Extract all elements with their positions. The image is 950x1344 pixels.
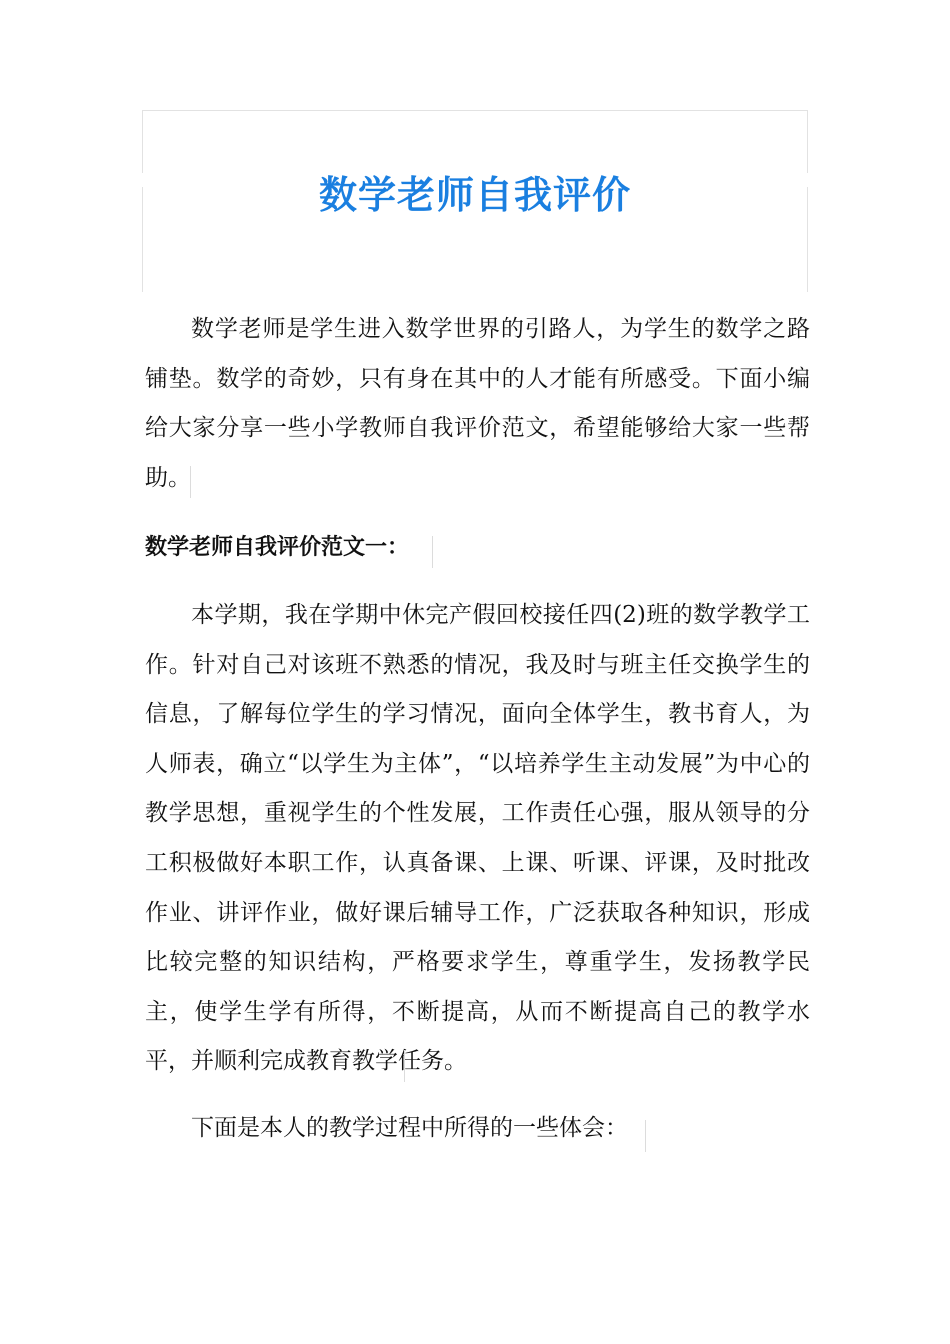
closing-line-end-mark — [645, 1120, 646, 1152]
body-paragraph: 本学期，我在学期中休完产假回校接任四(2)班的数学教学工作。针对自己对该班不熟悉的情况，我及时与班主任交换学生的信息，了解每位学生的学习情况，面向全体学生，教书育人，为人师表，确立“以学生为主体”，“以培养学生主动发展”为中心的教学思想，重视学生的个性发展，工作责任心强，服从领导的分工积极做好本职工作，认真备课、上课、听课、评课，及时批改作业、讲评作业，做好课后辅导工作，广泛获取各种知识，形成比较完整的知识结构，严格要求学生，尊重学生，发扬教学民主，使学生学有所得，不断提高，从而不断提高自己的教学水平，并顺利完成教育教学任务。 — [145, 602, 810, 1075]
heading-end-mark — [432, 536, 433, 568]
closing-line: 下面是本人的教学过程中所得的一些体会： — [191, 1115, 628, 1141]
document-title: 数学老师自我评价 — [318, 173, 631, 217]
title-frame — [142, 110, 808, 292]
intro-paragraph: 数学老师是学生进入数学世界的引路人，为学生的数学之路铺垫。数学的奇妙，只有身在其中的人才能有所感受。下面小编给大家分享一些小学教师自我评价范文，希望能够给大家一些帮助。 — [145, 316, 810, 491]
section-heading: 数学老师自我评价范文一： — [145, 535, 410, 560]
paragraph-end-mark — [190, 466, 191, 498]
body-paragraph-end-mark — [404, 1050, 405, 1082]
